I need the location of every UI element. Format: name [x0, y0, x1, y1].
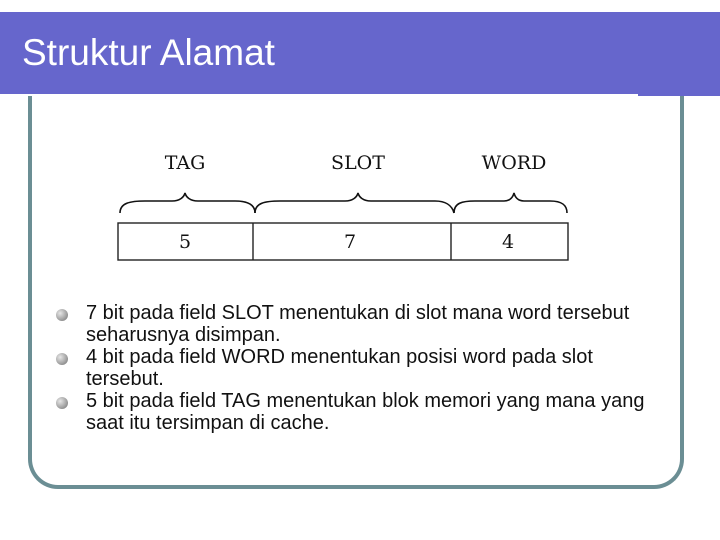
brace-tag	[120, 193, 255, 213]
bullet-dot-icon	[56, 309, 68, 321]
bullet-list	[56, 302, 676, 434]
brace-word	[454, 193, 567, 213]
field-label-slot: SLOT	[331, 152, 385, 174]
bullet-text: 4 bit pada field WORD menentukan posisi word pada slot tersebut.	[86, 346, 593, 390]
address-structure-diagram	[110, 145, 580, 275]
bullet-item	[56, 302, 676, 346]
slide-title: Struktur Alamat	[22, 32, 275, 73]
address-diagram-svg	[110, 145, 580, 270]
bullet-dot-icon	[56, 397, 68, 409]
bullet-item	[56, 346, 676, 390]
bullet-text: 7 bit pada field SLOT menentukan di slot mana word tersebut seharusnya disimpan.	[86, 302, 630, 346]
bullet-text: 5 bit pada field TAG menentukan blok memori yang mana yang saat itu tersimpan di cache.	[86, 390, 645, 434]
field-label-tag: TAG	[164, 152, 206, 174]
field-label-word: WORD	[481, 152, 547, 174]
field-bits-word: 4	[501, 231, 515, 253]
bullet-item	[56, 390, 676, 434]
field-bits-slot: 7	[343, 231, 357, 253]
field-bits-tag: 5	[178, 231, 192, 253]
brace-slot	[255, 193, 454, 213]
bullet-dot-icon	[56, 353, 68, 365]
